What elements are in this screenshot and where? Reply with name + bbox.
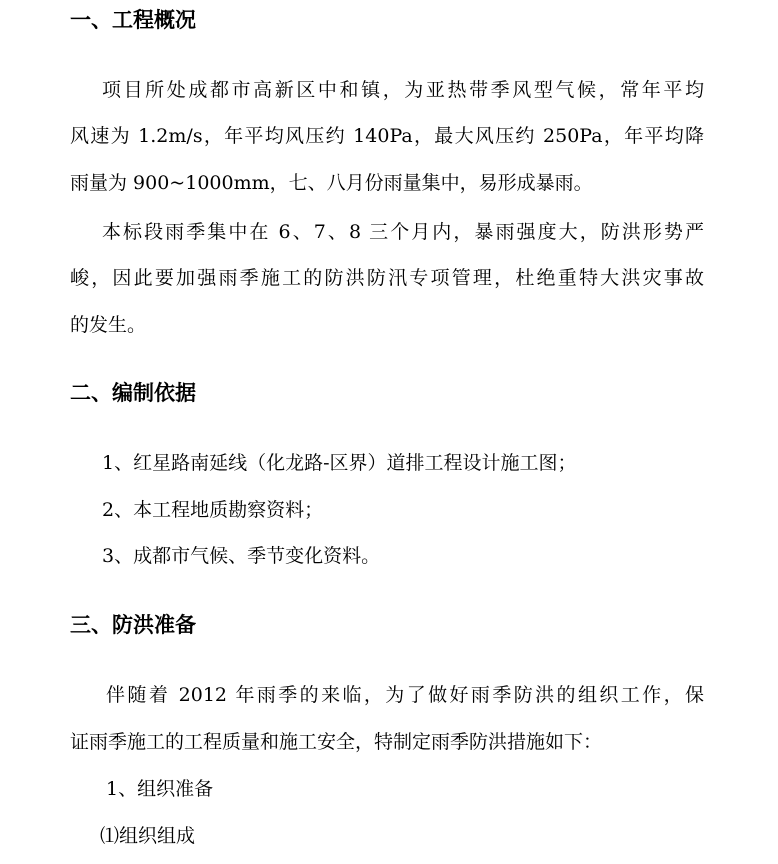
overview-p2-line3: 的发生。 bbox=[70, 314, 147, 336]
section-heading-overview: 一、工程概况 bbox=[70, 8, 196, 32]
section-heading-basis: 二、编制依据 bbox=[70, 381, 196, 405]
overview-p2-line1: 本标段雨季集中在 6、7、8 三个月内，暴雨强度大，防洪形势严 bbox=[102, 221, 704, 243]
overview-p2-line2: 峻，因此要加强雨季施工的防洪防汛专项管理，杜绝重特大洪灾事故 bbox=[70, 267, 704, 289]
subitem-organization-formation: ⑴组织组成 bbox=[100, 825, 196, 847]
basis-item-1: 1、红星路南延线（化龙路-区界）道排工程设计施工图； bbox=[102, 452, 577, 474]
overview-p1-line2: 风速为 1.2m/s，年平均风压约 140Pa，最大风压约 250Pa，年平均降 bbox=[70, 125, 704, 147]
flood-prep-p1-line1: 伴随着 2012 年雨季的来临，为了做好雨季防洪的组织工作，保 bbox=[106, 684, 704, 706]
overview-p1-line3: 雨量为 900~1000mm，七、八月份雨量集中，易形成暴雨。 bbox=[70, 172, 593, 194]
flood-prep-p1-line2: 证雨季施工的工程质量和施工安全，特制定雨季防洪措施如下： bbox=[70, 731, 603, 753]
basis-item-2: 2、本工程地质勘察资料； bbox=[102, 499, 324, 521]
subheading-organization-prep: 1、组织准备 bbox=[106, 778, 214, 800]
basis-item-3: 3、成都市气候、季节变化资料。 bbox=[102, 545, 381, 567]
section-heading-flood-prep: 三、防洪准备 bbox=[70, 613, 196, 637]
overview-p1-line1: 项目所处成都市高新区中和镇，为亚热带季风型气候，常年平均 bbox=[102, 79, 704, 101]
